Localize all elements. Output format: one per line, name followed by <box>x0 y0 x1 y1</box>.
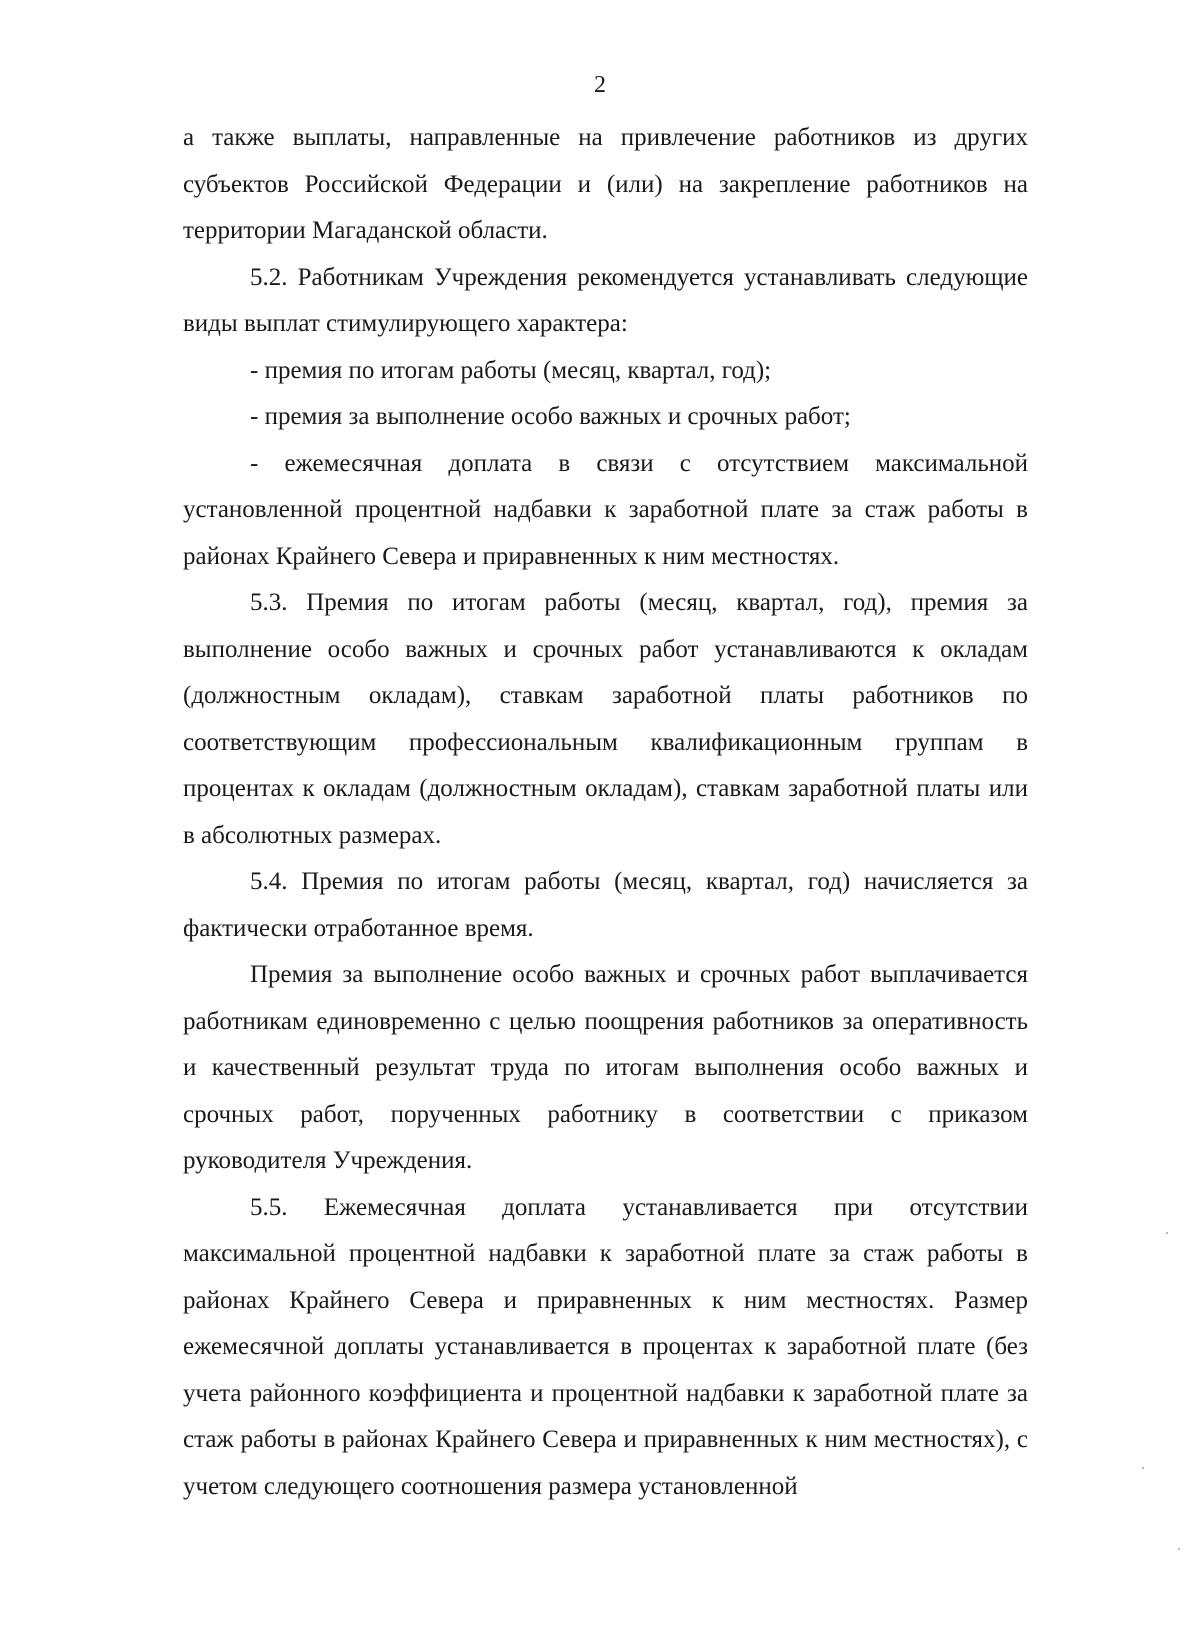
scan-speck <box>1166 1232 1168 1234</box>
scan-speck <box>1142 1467 1144 1469</box>
paragraph-continuation: а также выплаты, направленные на привлечение работников из других субъектов Российской Федерации и (или) на закрепление работников на территории Магаданской области. <box>183 124 1028 244</box>
document-body <box>183 115 1028 1510</box>
list-item-north-allowance: - ежемесячная доплата в связи с отсутствием максимальной установленной процентной надбавки к заработной плате за стаж работы в районах Крайнего Севера и приравненных к ним местностях. <box>183 449 1028 570</box>
page-number: 2 <box>594 72 606 98</box>
paragraph-clause-5-2: 5.2. Работникам Учреждения рекомендуется устанавливать следующие виды выплат стимулирующего характера: <box>183 263 1028 337</box>
paragraph-urgent-bonus-payment: Премия за выполнение особо важных и срочных работ выплачивается работникам единовременно с целью поощрения работников за оперативность и качественный результат труда по итогам выполнения особо важных и срочных работ, порученных работнику в соответствии с приказом руководителя Учреждения. <box>183 961 1028 1174</box>
paragraph-clause-5-5: 5.5. Ежемесячная доплата устанавливается при отсутствии максимальной процентной надбавки к заработной плате за стаж работы в районах Крайнего Севера и приравненных к ним местностях. Размер ежемесячной доплаты устанавливается в процентах к заработной плате (без учета районного коэффициента и процентной надбавки к заработной плате за стаж работы в районах Крайнего Севера и приравненных к ним местностях), с учетом следующего соотношения размера установленной <box>183 1193 1028 1500</box>
paragraph-clause-5-4: 5.4. Премия по итогам работы (месяц, квартал, год) начисляется за фактически отработанное время. <box>183 868 1028 942</box>
scan-speck <box>1178 1548 1180 1550</box>
list-item-urgent-work-bonus: - премия за выполнение особо важных и срочных работ; <box>250 403 851 430</box>
list-item-monthly-bonus: - премия по итогам работы (месяц, квартал, год); <box>250 356 772 384</box>
paragraph-clause-5-3: 5.3. Премия по итогам работы (месяц, квартал, год), премия за выполнение особо важных и срочных работ устанавливаются к окладам (должностным окладам), ставкам заработной платы работников по соответствующим профессиональным квалификационным группам в процентах к окладам (должностным окладам), ставкам заработной платы или в абсолютных размерах. <box>183 589 1028 849</box>
